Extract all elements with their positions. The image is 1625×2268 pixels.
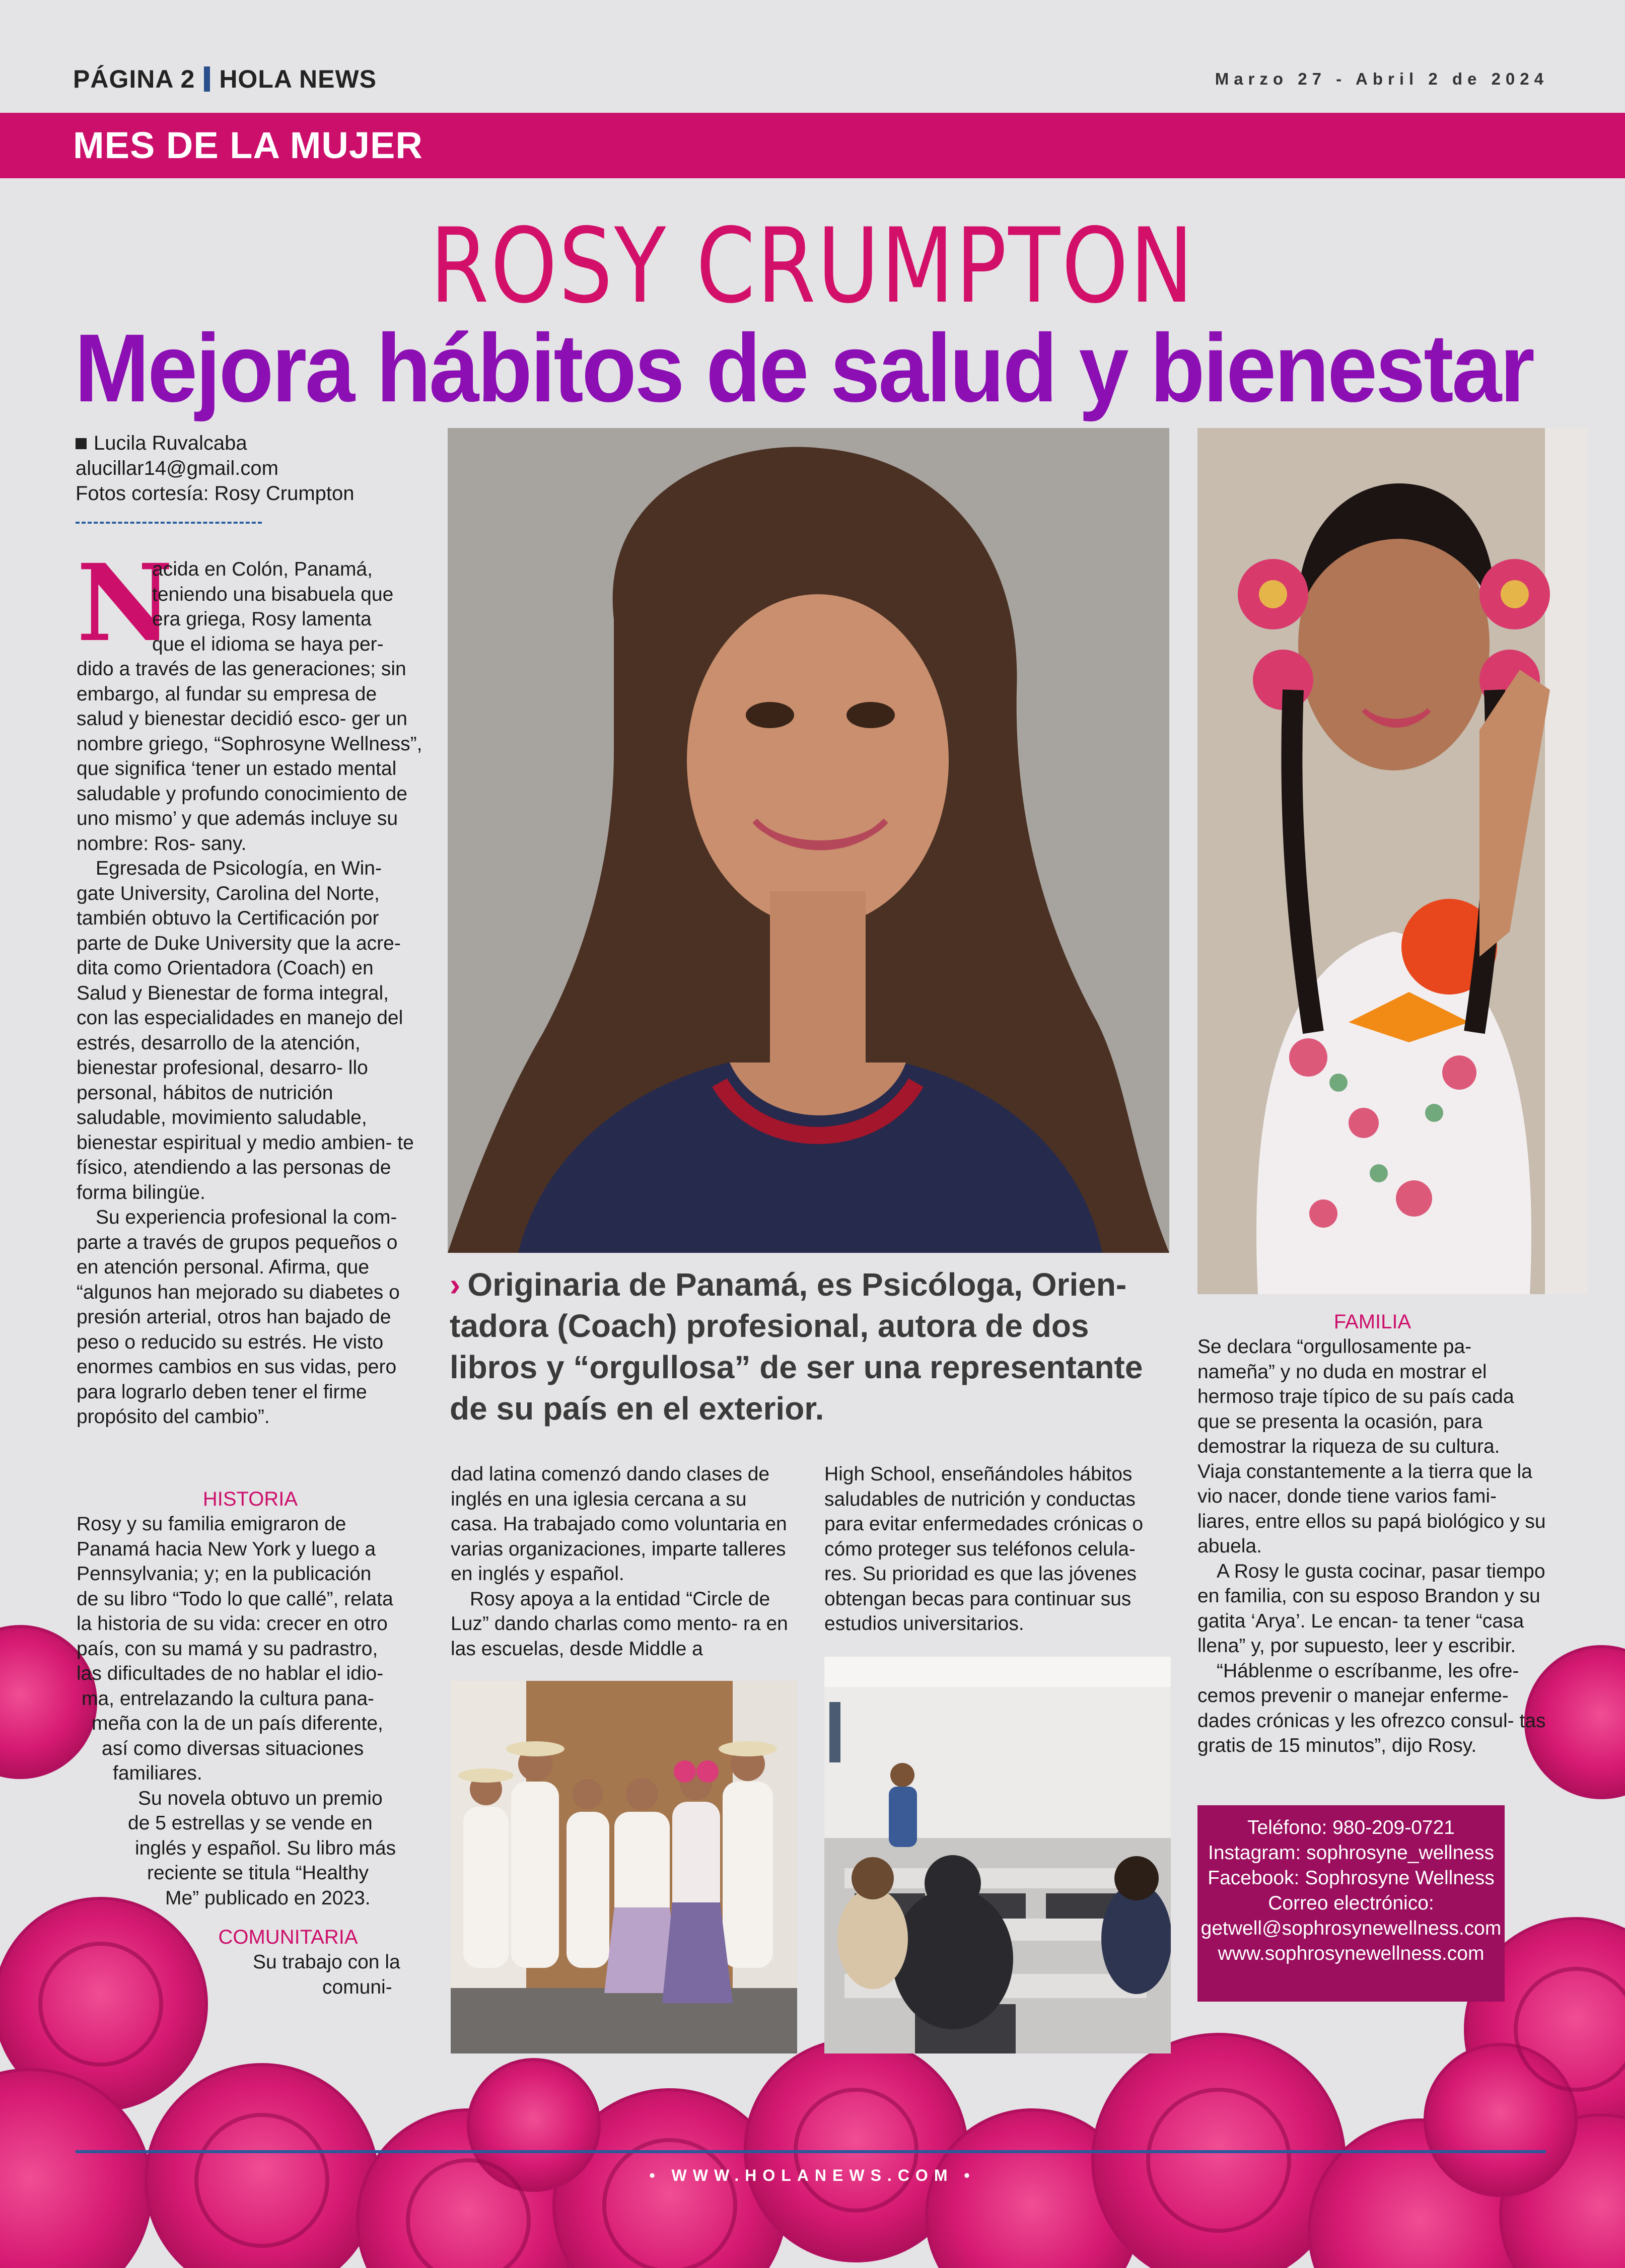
- photo-credit: Fotos cortesía: Rosy Crumpton: [76, 482, 355, 505]
- subhead-familia: FAMILIA: [1333, 1311, 1411, 1333]
- contact-email-label: Correo electrónico:: [1268, 1892, 1434, 1914]
- page-header-left: [73, 64, 377, 94]
- traditional-dress-photo: [1197, 428, 1588, 1294]
- article-column-3: [824, 1462, 1169, 1637]
- header-divider: [204, 66, 210, 92]
- historia-line: la historia de su vida: crecer en otro: [77, 1613, 388, 1635]
- subhead-comunitaria: COMUNITARIA: [218, 1926, 358, 1948]
- paragraph-quote: “Háblenme o escríbanme, les ofre- cemos prevenir o manejar enferme- dades crónicas y les ofrezco consul- tas gratis de 15 minutos”, dijo Rosy.: [1197, 1660, 1546, 1756]
- historia-line: de su libro “Todo lo que callé”, relata: [77, 1588, 393, 1610]
- publication-name: HOLA NEWS: [219, 65, 377, 93]
- drop-cap: N: [77, 541, 173, 665]
- paragraph-community: dad latina comenzó dando clases de inglés en una iglesia cercana a su casa. Ha trabajado como voluntaria en varias organizaciones, imparte talleres en inglés y español.: [451, 1463, 787, 1585]
- dropcap-line-2: teniendo una bisabuela que: [152, 583, 394, 605]
- footer-rule: [76, 2150, 1546, 2153]
- contact-box: [1197, 1805, 1505, 2002]
- historia-line: país, con su mamá y su padrastro,: [77, 1638, 378, 1660]
- dropcap-line-3: era griega, Rosy lamenta: [152, 608, 372, 630]
- headline: Mejora hábitos de salud y bienestar: [75, 314, 1533, 422]
- footer-website-link[interactable]: • WWW.HOLANEWS.COM •: [649, 2166, 976, 2184]
- pull-quote: [450, 1264, 1165, 1429]
- paragraph-hobbies: A Rosy le gusta cocinar, pasar tiempo en familia, con su esposo Brandon y su gatita ‘Arya’. Le encan- ta tener “casa llena” y, por supuesto, leer y escribir.: [1197, 1560, 1545, 1657]
- paragraph-education: Egresada de Psicología, en Win- gate University, Carolina del Norte, también obtuvo la Certificación por parte de Duke University que la acre- dita como Orientadora (Coach) en Salud y Bienestar de forma integral, con las especialidades en manejo del estrés, desarrollo de la atención, bienestar profesional, desarro- llo personal, hábitos de nutrición saludable, movimiento saludable, bienestar espiritual y medio ambien- te físico, atendiendo a las personas de forma bilingüe.: [77, 858, 414, 1203]
- author-name: Lucila Ruvalcaba: [94, 432, 247, 454]
- portrait-photo: [448, 428, 1169, 1253]
- byline-bullet-icon: [76, 438, 87, 449]
- historia-line: las dificultades de no hablar el idio-: [77, 1663, 384, 1684]
- comunitaria-line: comuni-: [322, 1976, 392, 1998]
- article-column-4: [1197, 1309, 1547, 1758]
- historia-line: inglés y español. Su libro más: [135, 1837, 396, 1859]
- paragraph-familia: Se declara “orgullosamente pa- nameña” y no duda en mostrar el hermoso traje típico de su país cada que se presenta la ocasión, para demostrar la riqueza de su cultura. Viaja constantemente a la tierra que la vio nacer, donde tiene varios fami- liares, entre ellos su papá biológico y su abuela.: [1197, 1336, 1546, 1557]
- subhead-historia: HISTORIA: [202, 1488, 298, 1510]
- contact-email[interactable]: getwell@sophrosynewellness.com: [1200, 1918, 1502, 1939]
- chevron-right-icon: ›: [450, 1266, 461, 1303]
- portrait-illustration: [448, 428, 1169, 1253]
- historia-line: Pennsylvania; y; en la publicación: [77, 1563, 372, 1585]
- dropcap-line-4: que el idioma se haya per-: [152, 633, 384, 655]
- historia-line: Me” publicado en 2023.: [165, 1887, 371, 1909]
- contact-facebook[interactable]: Facebook: Sophrosyne Wellness: [1208, 1867, 1495, 1889]
- classroom-photo: [824, 1657, 1171, 2053]
- subject-name-title: ROSY CRUMPTON: [430, 206, 1195, 326]
- paragraph-high-school: High School, enseñándoles hábitos saludables de nutrición y conductas para evitar enfermedades crónicas o cómo proteger sus teléfonos celula- res. Su prioridad es que las jóvenes obtengan becas para continuar sus estudios universitarios.: [824, 1463, 1144, 1635]
- contact-instagram[interactable]: Instagram: sophrosyne_wellness: [1208, 1842, 1494, 1864]
- byline: [76, 431, 355, 506]
- article-column-1-lower: [77, 1486, 424, 2000]
- contact-website[interactable]: www.sophrosynewellness.com: [1218, 1943, 1485, 1964]
- historia-line: reciente se titula “Healthy: [147, 1862, 369, 1884]
- byline-divider: [76, 522, 262, 524]
- dropcap-line-1: acida en Colón, Panamá,: [152, 558, 373, 580]
- issue-date: Marzo 27 - Abril 2 de 2024: [1215, 69, 1548, 88]
- classroom-illustration: [824, 1657, 1171, 2053]
- family-group-illustration: [451, 1681, 797, 2053]
- paragraph-experience: Su experiencia profesional la com- parte a través de grupos pequeños o en atención personal. Afirma, que “algunos han mejorado su diabetes o presión arterial, otros han bajado de peso o reducido su estrés. He visto enormes cambios en sus vidas, pero para lograrlo deben tener el firme propósito del cambio”.: [77, 1207, 400, 1428]
- pull-quote-text: Originaria de Panamá, es Psicóloga, Orien- tadora (Coach) profesional, autora de dos libros y “orgullosa” de ser una representante de su país en el exterior.: [450, 1266, 1143, 1427]
- historia-line: así como diversas situaciones: [102, 1737, 364, 1759]
- historia-line: Su novela obtuvo un premio: [138, 1787, 383, 1809]
- paragraph-intro: dido a través de las generaciones; sin embargo, al fundar su empresa de salud y bienestar decidió esco- ger un nombre griego, “Sophrosyne Wellness”, que significa ‘tener un estado mental saludable y profundo conocimiento de uno mismo’ y que además incluye su nombre: Ros- sany.: [77, 658, 422, 855]
- comunitaria-line: Su trabajo con la: [253, 1951, 400, 1973]
- article-column-1: [77, 557, 424, 1430]
- paragraph-circle-de-luz: Rosy apoya a la entidad “Circle de Luz” dando charlas como mento- ra en las escuelas, desde Middle a: [451, 1588, 788, 1660]
- historia-line: ma, entrelazando la cultura pana-: [82, 1687, 375, 1710]
- contact-phone[interactable]: Teléfono: 980-209-0721: [1247, 1817, 1455, 1838]
- article-column-2: [451, 1462, 793, 1661]
- historia-line: meña con la de un país diferente,: [92, 1713, 383, 1734]
- historia-line: de 5 estrellas y se vende en: [128, 1812, 373, 1834]
- historia-line: Rosy y su familia emigraron de: [77, 1513, 346, 1535]
- author-email: alucillar14@gmail.com: [76, 457, 278, 479]
- historia-line: familiares.: [113, 1762, 202, 1784]
- section-title: MES DE LA MUJER: [73, 124, 423, 166]
- family-group-photo: [451, 1681, 797, 2053]
- page-label: PÁGINA 2: [73, 65, 195, 93]
- traditional-dress-illustration: [1197, 428, 1588, 1294]
- historia-line: Panamá hacia New York y luego a: [77, 1538, 376, 1560]
